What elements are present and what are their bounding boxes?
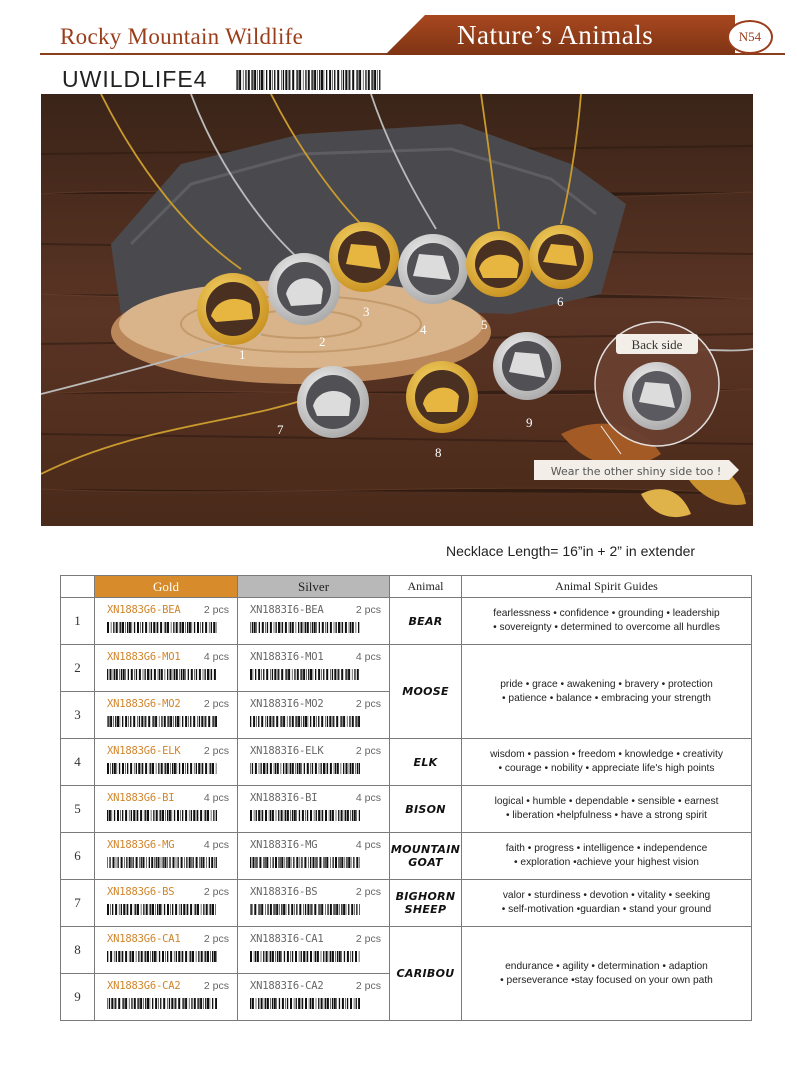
gold-quantity: 2 pcs bbox=[203, 886, 229, 898]
animal-name-line: MOUNTAIN bbox=[390, 843, 461, 856]
silver-quantity: 4 pcs bbox=[355, 651, 381, 663]
animal-name bbox=[390, 786, 462, 833]
silver-item-code: XN1883I6-BEA bbox=[250, 604, 324, 616]
animal-name-line: GOAT bbox=[408, 856, 443, 869]
row-number: 8 bbox=[61, 927, 95, 974]
guide-line: • liberation •helpfulness • have a strong spirit bbox=[506, 810, 707, 821]
photo-number-marker: 7 bbox=[277, 422, 284, 437]
silver-code-cell bbox=[238, 598, 390, 645]
silver-item-code: XN1883I6-CA2 bbox=[250, 980, 324, 992]
row-number: 6 bbox=[61, 833, 95, 880]
header-left bbox=[40, 22, 370, 54]
table-row bbox=[61, 833, 752, 880]
table-row bbox=[61, 645, 752, 692]
animal-name bbox=[390, 927, 462, 1021]
silver-code-cell bbox=[238, 833, 390, 880]
gold-barcode bbox=[107, 857, 217, 868]
silver-code-cell bbox=[238, 739, 390, 786]
guide-line: valor • sturdiness • devotion • vitality • seeking bbox=[502, 890, 711, 901]
animal-name bbox=[390, 598, 462, 645]
photo-number-marker: 2 bbox=[319, 334, 326, 349]
silver-code-cell bbox=[238, 974, 390, 1021]
gold-quantity: 4 pcs bbox=[203, 839, 229, 851]
silver-barcode bbox=[250, 998, 360, 1009]
animal-name-line: MOOSE bbox=[402, 685, 449, 698]
gold-item-code: XN1883G6-BI bbox=[107, 792, 175, 804]
silver-barcode bbox=[250, 951, 360, 962]
table-row bbox=[61, 927, 752, 974]
row-number: 9 bbox=[61, 974, 95, 1021]
header-right-title: Nature’s Animals bbox=[457, 20, 654, 50]
photo-number-marker: 8 bbox=[435, 445, 442, 460]
silver-code-cell bbox=[238, 786, 390, 833]
silver-quantity: 4 pcs bbox=[355, 792, 381, 804]
gold-item-code: XN1883G6-BS bbox=[107, 886, 175, 898]
row-number: 4 bbox=[61, 739, 95, 786]
animal-name bbox=[390, 739, 462, 786]
animal-spirit-guides bbox=[462, 833, 752, 880]
animal-name-line: BIGHORN bbox=[395, 890, 456, 903]
gold-code-cell bbox=[95, 645, 238, 692]
silver-item-code: XN1883I6-CA1 bbox=[250, 933, 324, 945]
silver-code-cell bbox=[238, 692, 390, 739]
page-code-badge: N54 bbox=[727, 20, 773, 54]
gold-code-cell bbox=[95, 598, 238, 645]
gold-barcode bbox=[107, 716, 217, 727]
gold-item-code: XN1883G6-BEA bbox=[107, 604, 181, 616]
callout-wear-note: Wear the other shiny side too ! bbox=[550, 465, 722, 478]
gold-item-code: XN1883G6-MO1 bbox=[107, 651, 181, 663]
guide-line: • patience • balance • embracing your strength bbox=[502, 692, 711, 704]
header-animal: Animal bbox=[390, 576, 462, 598]
silver-barcode bbox=[250, 763, 360, 774]
silver-code-cell bbox=[238, 927, 390, 974]
guide-line: • perseverance •stay focused on your own path bbox=[500, 974, 713, 986]
gold-quantity: 2 pcs bbox=[203, 604, 229, 616]
gold-code-cell bbox=[95, 833, 238, 880]
row-number: 3 bbox=[61, 692, 95, 739]
gold-barcode bbox=[107, 763, 217, 774]
photo-number-marker: 4 bbox=[420, 322, 427, 337]
animal-name bbox=[390, 645, 462, 739]
header-tab bbox=[385, 15, 735, 55]
silver-barcode bbox=[250, 669, 360, 680]
gold-code-cell bbox=[95, 786, 238, 833]
guide-line: fearlessness • confidence • grounding • leadership bbox=[493, 608, 720, 619]
silver-quantity: 2 pcs bbox=[355, 604, 381, 616]
gold-quantity: 2 pcs bbox=[203, 698, 229, 710]
guide-line: wisdom • passion • freedom • knowledge • creativity bbox=[490, 749, 723, 760]
silver-quantity: 2 pcs bbox=[355, 886, 381, 898]
gold-quantity: 2 pcs bbox=[203, 933, 229, 945]
gold-barcode bbox=[107, 622, 217, 633]
silver-quantity: 2 pcs bbox=[355, 745, 381, 757]
header-left-title: Rocky Mountain Wildlife bbox=[60, 24, 304, 49]
header-guides: Animal Spirit Guides bbox=[462, 576, 752, 598]
silver-code-cell bbox=[238, 880, 390, 927]
gold-barcode bbox=[107, 669, 217, 680]
gold-code-cell bbox=[95, 880, 238, 927]
silver-barcode bbox=[250, 904, 360, 915]
animal-name-line: SHEEP bbox=[404, 903, 447, 916]
animal-name-line: BEAR bbox=[408, 614, 443, 628]
sku-label: UWILDLIFE4 bbox=[62, 66, 208, 92]
row-number: 7 bbox=[61, 880, 95, 927]
photo-number-marker: 3 bbox=[363, 304, 370, 319]
gold-item-code: XN1883G6-CA2 bbox=[107, 980, 181, 992]
gold-code-cell bbox=[95, 692, 238, 739]
animal-name-line: BISON bbox=[405, 802, 446, 816]
row-number: 1 bbox=[61, 598, 95, 645]
silver-item-code: XN1883I6-MO2 bbox=[250, 698, 324, 710]
guide-line: • exploration •achieve your highest vision bbox=[514, 857, 699, 868]
animal-name bbox=[390, 880, 462, 927]
header-gold: Gold bbox=[95, 576, 238, 598]
guide-line: endurance • agility • determination • adaption bbox=[505, 960, 708, 972]
gold-item-code: XN1883G6-CA1 bbox=[107, 933, 181, 945]
header-num bbox=[61, 576, 95, 598]
product-photo bbox=[41, 94, 753, 526]
animal-spirit-guides bbox=[462, 786, 752, 833]
silver-quantity: 2 pcs bbox=[355, 933, 381, 945]
silver-barcode bbox=[250, 716, 360, 727]
header-silver: Silver bbox=[238, 576, 390, 598]
photo-number-marker: 5 bbox=[481, 317, 488, 332]
gold-barcode bbox=[107, 810, 217, 821]
silver-quantity: 2 pcs bbox=[355, 698, 381, 710]
necklace-length-note: Necklace Length= 16”in + 2” in extender bbox=[446, 543, 696, 559]
silver-barcode bbox=[250, 810, 360, 821]
gold-code-cell bbox=[95, 739, 238, 786]
gold-barcode bbox=[107, 951, 217, 962]
silver-code-cell bbox=[238, 645, 390, 692]
silver-item-code: XN1883I6-ELK bbox=[250, 745, 324, 757]
gold-quantity: 2 pcs bbox=[203, 745, 229, 757]
gold-item-code: XN1883G6-ELK bbox=[107, 745, 181, 757]
table-row bbox=[61, 880, 752, 927]
guide-line: • sovereignty • determined to overcome all hurdles bbox=[493, 622, 720, 633]
animal-spirit-guides bbox=[462, 880, 752, 927]
animal-spirit-guides bbox=[462, 645, 752, 739]
silver-barcode bbox=[250, 622, 360, 633]
gold-quantity: 4 pcs bbox=[203, 792, 229, 804]
silver-item-code: XN1883I6-MO1 bbox=[250, 651, 324, 663]
photo-number-marker: 1 bbox=[239, 347, 246, 362]
gold-code-cell bbox=[95, 974, 238, 1021]
animal-spirit-guides bbox=[462, 927, 752, 1021]
animal-name bbox=[390, 833, 462, 880]
table-row bbox=[61, 739, 752, 786]
guide-line: pride • grace • awakening • bravery • protection bbox=[500, 678, 713, 690]
animal-spirit-guides bbox=[462, 739, 752, 786]
silver-item-code: XN1883I6-BS bbox=[250, 886, 318, 898]
gold-quantity: 4 pcs bbox=[203, 651, 229, 663]
gold-barcode bbox=[107, 998, 217, 1009]
product-table bbox=[60, 575, 752, 1021]
silver-item-code: XN1883I6-BI bbox=[250, 792, 318, 804]
silver-quantity: 2 pcs bbox=[355, 980, 381, 992]
gold-item-code: XN1883G6-MG bbox=[107, 839, 175, 851]
guide-line: faith • progress • intelligence • independence bbox=[505, 843, 708, 854]
guide-line: • self-motivation •guardian • stand your ground bbox=[501, 904, 712, 915]
animal-name-line: ELK bbox=[413, 755, 438, 769]
table-row bbox=[61, 598, 752, 645]
callout-back-side: Back side bbox=[631, 337, 683, 352]
silver-quantity: 4 pcs bbox=[355, 839, 381, 851]
gold-barcode bbox=[107, 904, 217, 915]
photo-number-marker: 9 bbox=[526, 415, 533, 430]
guide-line: • courage • nobility • appreciate life's high points bbox=[498, 763, 715, 774]
gold-quantity: 2 pcs bbox=[203, 980, 229, 992]
animal-name-line: CARIBOU bbox=[396, 967, 455, 980]
photo-number-marker: 6 bbox=[557, 294, 564, 309]
gold-code-cell bbox=[95, 927, 238, 974]
gold-item-code: XN1883G6-MO2 bbox=[107, 698, 181, 710]
animal-spirit-guides bbox=[462, 598, 752, 645]
row-number: 5 bbox=[61, 786, 95, 833]
sku-barcode bbox=[236, 70, 381, 90]
table-row bbox=[61, 786, 752, 833]
guide-line: logical • humble • dependable • sensible • earnest bbox=[494, 796, 719, 807]
row-number: 2 bbox=[61, 645, 95, 692]
silver-item-code: XN1883I6-MG bbox=[250, 839, 318, 851]
silver-barcode bbox=[250, 857, 360, 868]
